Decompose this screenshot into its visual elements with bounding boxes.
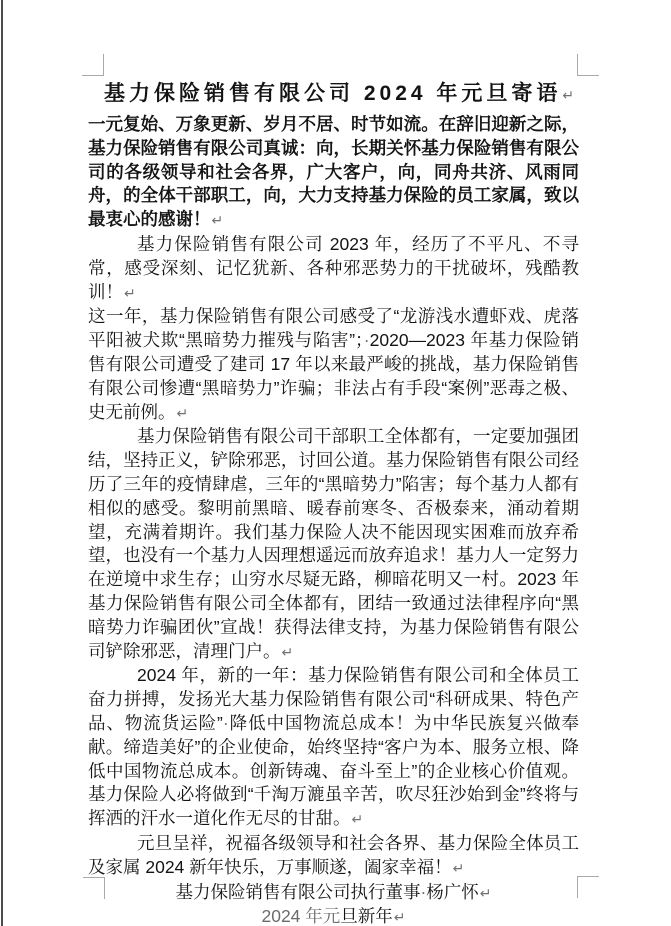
- paragraph-mark: ↵: [479, 884, 492, 901]
- paragraph-mark: ↵: [176, 404, 189, 421]
- text-run: 基力保险销售有限公司 2023 年，经历了不平凡、不寻常，感受深刻、记忆犹新、各种邪恶势力的干扰破坏，残酷教训！: [88, 233, 579, 302]
- paragraph-mark: ↵: [351, 811, 364, 828]
- paragraph-mark: ↵: [393, 909, 406, 926]
- paragraph-mark: ↵: [124, 284, 136, 301]
- paragraph[interactable]: [88, 881, 579, 906]
- paragraph-mark: ↵: [452, 859, 465, 876]
- text-run: 一元复始、万象更新、岁月不居、时节如流。在辞旧迎新之际，基力保险销售有限公司真诚：向，长期关怀基力保险销售有限公司的各级领导和社会各界，广大客户，向，同舟共济、风雨同舟，的全体干部职工，向，大力支持基力保险的员工家属，致以最衷心的感谢！: [88, 114, 579, 230]
- paragraph-mark: ↵: [211, 212, 224, 229]
- crop-mark-top-right-icon: [577, 54, 599, 76]
- paragraph[interactable]: [88, 113, 579, 233]
- document-title-text: 基力保险销售有限公司 2024 年元旦寄语: [104, 82, 562, 105]
- text-run: 基力保险销售有限公司干部职工全体都有，一定要加强团结，坚持正义，铲除邪恶，讨回公道。基力保险销售有限公司经历了三年的疫情肆虐，三年的“黑暗势力”陷害；每个基力人都有相似的感受。黎明前黑暗、暖春前寒冬、否极泰来，涌动着期望，充满着期许。我们基力保险人决不能因现实困难而放弃希望，也没有一个基力人因理想遥远而放弃追求！基力人一定努力在逆境中求生存；山穷水尽疑无路，柳暗花明又一村。2023 年基力保险销售有限公司全体都有，团结一致通过法律程序向“黑暗势力诈骗团伙”宣战！获得法律支持，为基力保险销售有限公司铲除邪恶，清理门户。: [88, 426, 579, 661]
- paragraph[interactable]: [88, 664, 579, 832]
- paragraph[interactable]: [88, 425, 579, 664]
- text-run: 2020—2023 年基力保险销售有限公司遭受了建司 17 年以来最严峻的挑战，基力保险销售有限公司惨遭“黑暗势力”诈骗；非法占有手段“案例”恶毒之极、史无前例。: [88, 330, 579, 422]
- paragraph[interactable]: [88, 832, 579, 881]
- light-text-run: ·: [222, 712, 229, 733]
- paragraph[interactable]: [88, 305, 579, 425]
- text-run: 杨广怀: [426, 881, 479, 902]
- text-run: 降低中国物流总成本！为中华民族复兴做奉献。缔造美好”的企业使命，始终坚持“客户为本、服务立根、降低中国物流总成本。创新铸魂、奋斗至上”的企业核心价值观。基力保险人必将做到“千淘万漉虽辛苦，吹尽狂沙始到金”终将与挥洒的汗水一道化作无尽的甘甜。: [88, 712, 580, 829]
- document-title[interactable]: [104, 80, 579, 109]
- document-body[interactable]: [88, 113, 579, 926]
- light-text-run: 2024 年元: [261, 906, 341, 926]
- paragraph[interactable]: [88, 233, 579, 305]
- text-run: 旦新年: [340, 906, 393, 926]
- text-run: 2024 年，新的一年：基力保险销售有限公司和全体员工奋力拼搏，发扬光大基力保险销售有限公司“科研成果、特色产品、物流货运险”: [88, 665, 579, 733]
- text-run: 元旦呈祥，祝福各级领导和社会各界、基力保险全体员工及家属 2024 新年快乐，万事顺遂，阖家幸福！: [88, 832, 579, 877]
- page-edge-line: [1, 0, 3, 926]
- paragraph-mark: ↵: [281, 643, 294, 660]
- crop-mark-top-left-icon: [82, 54, 104, 76]
- paragraph-mark: ↵: [562, 87, 575, 103]
- paragraph[interactable]: [88, 905, 579, 926]
- text-area[interactable]: [88, 80, 579, 926]
- text-run: 基力保险销售有限公司执行董事: [175, 881, 421, 902]
- light-text-run: ·: [363, 330, 370, 351]
- light-text-run: ·: [420, 881, 427, 902]
- crop-mark-bottom-right-icon: [577, 876, 599, 898]
- text-run: 这一年，基力保险销售有限公司感受了“龙游浅水遭虾戏、虎落平阳被犬欺“黑暗势力摧残与陷害”；: [88, 306, 579, 351]
